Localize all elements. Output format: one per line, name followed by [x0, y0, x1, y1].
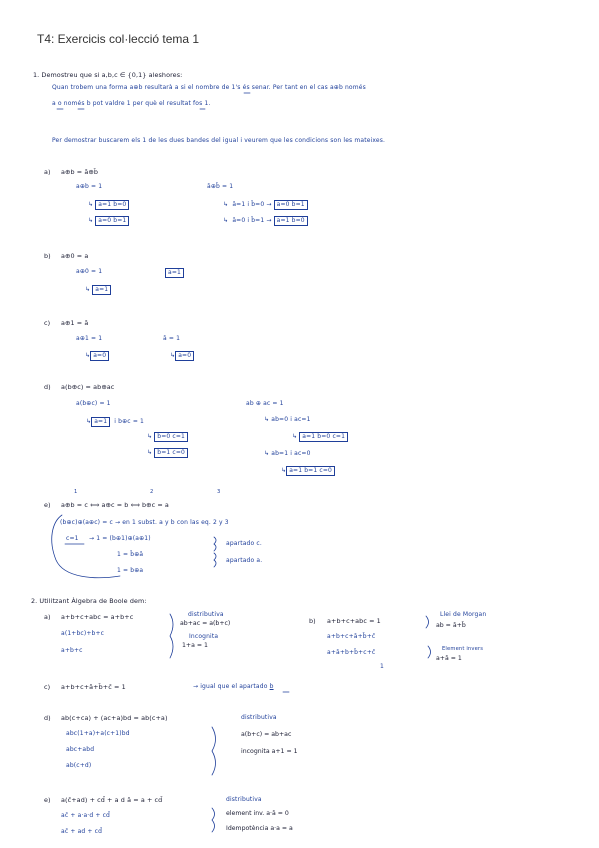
ex2d-note2: incognita a+1 = 1	[241, 748, 298, 755]
ex2e-note2: element inv. a·ā = 0	[226, 810, 289, 817]
connector-curve	[52, 515, 120, 578]
ex2c-label: c)	[44, 683, 51, 691]
arrow-icon: ↳	[292, 433, 298, 440]
arrow-icon: ↳	[85, 352, 91, 359]
ex1e-line4: 1 = b⊕a	[117, 567, 144, 574]
ex1d-right-box2: a=1 b=1 c=0	[286, 466, 335, 476]
ex2e-statement: a(c̄+ad) + cd̄ + a d ā = a + cd̄	[61, 796, 163, 804]
ex1e-num2: 2	[150, 489, 154, 495]
ex2b-note2b: a+ā = 1	[436, 655, 462, 662]
ex1c-label: c)	[44, 319, 51, 327]
ex1c-right: ā = 1	[163, 335, 181, 342]
arrow-icon: ↳	[170, 352, 176, 359]
ex1b-box: a=1	[92, 285, 111, 295]
ex1a-left-box1: a=1 b=0	[95, 200, 129, 210]
ex1b-statement: a⊕0 = a	[61, 252, 89, 260]
brace-mark	[214, 537, 216, 551]
ex2d-line4: ab(c+d)	[66, 762, 92, 769]
ex1a-left-box2: a=0 b=1	[95, 216, 129, 226]
ex1d-left-box: a=1	[91, 417, 110, 427]
ex2b-line3: a+ā+b+b̄+c+c̄	[327, 649, 376, 656]
ex1c-box-left: a=0	[90, 351, 109, 361]
ex1b-box-right: a=1	[165, 268, 184, 278]
ex1c-box-right: a=0	[175, 351, 194, 361]
document-title: T4: Exercicis col·lecció tema 1	[37, 32, 200, 46]
ex2b-note1b: ab = ā+b̄	[436, 622, 466, 629]
ex2e-note3: Idempotència a·a = a	[226, 825, 293, 832]
ex1e-line1: (b⊕c)⊕(a⊕c) = c → en 1 subst. a y b con las eq. 2 y 3	[60, 519, 229, 526]
ex1c-left: a⊕1 = 1	[76, 335, 103, 342]
ex1-intro-line3: Per demostrar buscarem els 1 de les dues bandes del igual i veurem que les condicions son les mateixes.	[52, 137, 386, 144]
arrow-icon: ↳	[281, 467, 287, 474]
ex2b-statement: a+b+c+abc = 1	[327, 617, 381, 625]
brace-mark	[214, 553, 216, 567]
ex1d-statement: a(b⊕c) = ab⊕ac	[61, 383, 115, 391]
ex1a-left-head: a⊕b = 1	[76, 183, 103, 190]
ex1e-note-a: apartado a.	[226, 557, 263, 564]
arrow-icon: ↳	[85, 286, 91, 293]
ex1d-left-box3: b=1 c=0	[154, 448, 188, 458]
ex2b-line3-num: 1	[380, 663, 384, 670]
ex2d-note1b: a(b+c) = ab+ac	[241, 731, 292, 738]
ex2b-line2: a+b+c+ā+b̄+c̄	[327, 633, 376, 640]
brace-mark	[212, 727, 216, 775]
ex2a-note1b: ab+ac = a(b+c)	[180, 620, 231, 627]
ex2c-statement: a+b+c+ā+b̄+c̄ = 1	[61, 683, 126, 691]
ex1a-right-cond2: ā=0 i b̄=1 →	[232, 217, 272, 224]
arrow-icon: ↳	[223, 217, 229, 224]
ex1c-statement: a⊕1 = ā	[61, 319, 89, 327]
ex1e-num1: 1	[74, 489, 78, 495]
ex2-header: 2. Utilitzant Àlgebra de Boole dem:	[31, 597, 147, 605]
ex2e-note1: distributiva	[226, 796, 262, 803]
ex1a-label: a)	[44, 168, 51, 176]
ex1b-line1: a⊕0 = 1	[76, 268, 103, 275]
ex1a-right-box2: a=1 b=0	[274, 216, 308, 226]
ex2b-note1: Llei de Morgan	[440, 611, 487, 618]
arrow-icon: ↳	[86, 418, 92, 425]
ex1d-label: d)	[44, 383, 51, 391]
ex1e-line2-left: c=1	[66, 535, 79, 542]
ex1a-right-head: ā⊕b̄ = 1	[207, 183, 234, 190]
ex2a-line2: a(1+bc)+b+c	[61, 630, 105, 637]
ex2d-note1: distributiva	[241, 714, 277, 721]
arrow-icon: ↳	[264, 450, 270, 457]
ex1e-line2-right: → 1 = (b⊕1)⊕(a⊕1)	[89, 535, 151, 542]
ex2a-line3: a+b+c	[61, 647, 83, 654]
ex1e-label: e)	[44, 501, 51, 509]
ex1d-left-box2: b=0 c=1	[154, 432, 188, 442]
ex2a-note1: distributiva	[188, 611, 224, 618]
ex2d-line3: abc+abd	[66, 746, 95, 753]
ex1e-num3: 3	[217, 489, 221, 495]
arrow-icon: ↳	[264, 416, 270, 423]
ex1d-left-cond: i b⊕c = 1	[114, 418, 145, 425]
ex2a-note2b: 1+a = 1	[182, 642, 208, 649]
ex1a-right-box1: a=0 b=1	[274, 200, 308, 210]
ex1d-left-head: a(b⊕c) = 1	[76, 400, 111, 407]
ex1d-right-cond2: ab=1 i ac=0	[271, 450, 311, 457]
ex2b-label: b)	[309, 617, 316, 625]
ex2e-line2: ac̄ + a·a·d + cd̄	[61, 812, 110, 819]
arrow-icon: ↳	[88, 201, 94, 208]
ex1-intro-line2: a o només b pot valdre 1 per què el resultat fos 1.	[52, 100, 211, 107]
brace-mark	[212, 808, 215, 832]
ex1-intro-line1: Quan trobem una forma a⊕b resultarà a si el nombre de 1's és senar. Per tant en el cas a⊕b només	[52, 84, 366, 91]
ex2d-line2: abc(1+a)+a(c+1)bd	[66, 730, 130, 737]
ex1d-right-cond1: ab=0 i ac=1	[271, 416, 311, 423]
ex2e-line3: ac̄ + ad + cd̄	[61, 828, 103, 835]
ex1a-statement: a⊕b = ā⊕b̄	[61, 168, 98, 176]
brace-mark	[428, 646, 431, 658]
ex2a-statement: a+b+c+abc = a+b+c	[61, 613, 134, 621]
brace-mark	[170, 614, 173, 658]
ex2e-label: e)	[44, 796, 51, 804]
ex1e-note-c: apartado c.	[226, 540, 262, 547]
ex1e-line3: 1 = b̄⊕ā	[117, 551, 144, 558]
ex2b-note2: Element invers	[442, 646, 484, 652]
arrow-icon: ↳	[147, 433, 153, 440]
ex2c-note-text: → igual que el apartado	[193, 683, 268, 690]
ex1a-right-cond1: ā=1 i b̄=0 →	[232, 201, 272, 208]
arrow-icon: ↳	[88, 217, 94, 224]
ex1e-statement: a⊕b = c ⟺ a⊕c = b ⟺ b⊕c = a	[61, 501, 169, 509]
ex2a-note2: Incognita	[189, 633, 219, 640]
brace-mark	[426, 616, 429, 628]
ex2d-label: d)	[44, 714, 51, 722]
ex1b-label: b)	[44, 252, 51, 260]
arrow-icon: ↳	[147, 449, 153, 456]
ex2c-note-ref: b	[269, 683, 274, 690]
ex2a-label: a)	[44, 613, 51, 621]
ex2d-statement: ab(c+ca) + (ac+a)bd = ab(c+a)	[61, 714, 168, 722]
ex1d-right-head: ab ⊕ ac = 1	[246, 400, 284, 407]
arrow-icon: ↳	[223, 201, 229, 208]
ex1-header: 1. Demostreu que si a,b,c ∈ {0,1} aleshores:	[33, 71, 183, 79]
ex1d-right-box1: a=1 b=0 c=1	[299, 432, 348, 442]
